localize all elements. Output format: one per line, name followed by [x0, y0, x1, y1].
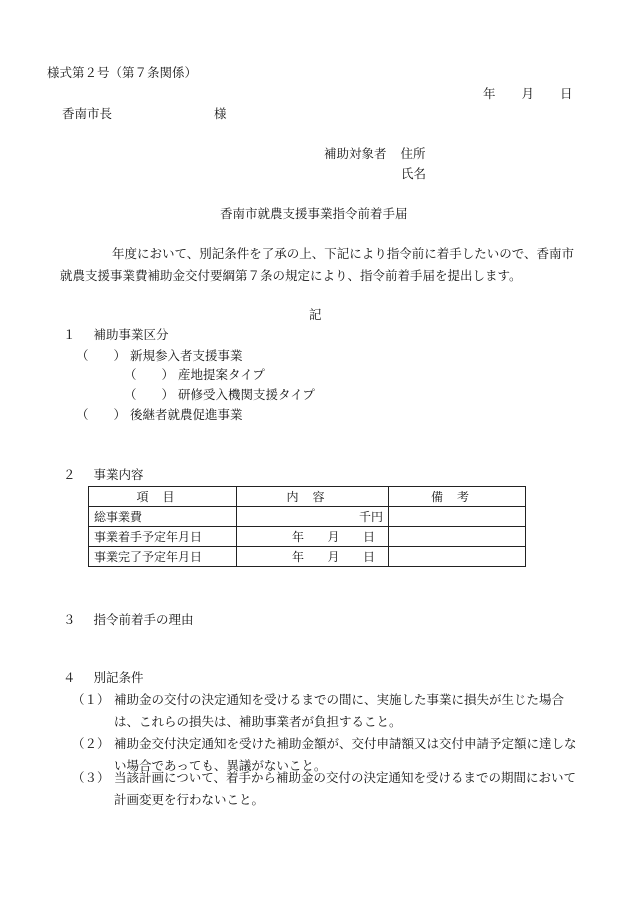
unit-label: 千円	[358, 509, 383, 524]
section1-heading	[63, 329, 169, 342]
section3-title: 指令前着手の理由	[93, 612, 194, 627]
section4-title: 別記条件	[93, 670, 144, 685]
day-label: 日	[362, 529, 375, 544]
section2-title: 事業内容	[93, 467, 144, 482]
body-paragraph: 年度において、別記条件を了承の上、下記により指令前に着手したいので、香南市就農支援事業費補助金交付要綱第７条の規定により、指令前着手届を提出します。	[60, 246, 575, 283]
condition-item	[72, 689, 586, 733]
project-table	[88, 486, 526, 567]
recipient-name: 香南市長	[62, 106, 113, 121]
date-day: 日	[560, 86, 573, 101]
option-label: 後継者就農促進事業	[130, 407, 243, 422]
header-content: 内容	[237, 487, 389, 507]
condition-text: 補助金の交付の決定通知を受けるまでの間に、実施した事業に損失が生じた場合は、これらの損失は、補助事業者が負担すること。	[114, 692, 565, 729]
applicant-name: 氏名	[401, 166, 427, 181]
option-checkbox[interactable]: （ ）	[124, 367, 175, 382]
day-label: 日	[362, 549, 375, 564]
header-item: 項目	[89, 487, 237, 507]
table-row	[89, 527, 526, 547]
document-title: 香南市就農支援事業指令前着手届	[220, 206, 408, 221]
option-checkbox[interactable]: （ ）	[124, 387, 175, 402]
section4-number: ４	[63, 670, 76, 685]
section4-heading	[63, 672, 144, 685]
applicant-address: 住所	[400, 146, 426, 161]
header-remarks: 備考	[389, 487, 526, 507]
condition-text: 補助金交付決定通知を受けた補助金額が、交付申請額又は交付申請予定額に達しない場合であっても、異議がないこと。	[114, 736, 577, 773]
year-label: 年	[292, 529, 305, 544]
section2-number: ２	[63, 467, 76, 482]
row-remarks[interactable]	[389, 547, 526, 567]
option-checkbox[interactable]: （ ）	[76, 348, 127, 363]
option-row	[76, 350, 243, 363]
row-item: 総事業費	[89, 507, 237, 527]
condition-number: （１）	[72, 692, 110, 707]
option-label: 産地提案タイプ	[178, 367, 265, 382]
condition-item	[72, 767, 586, 811]
table-header-row	[89, 487, 526, 507]
table-row	[89, 547, 526, 567]
option-row	[76, 409, 243, 422]
date-year: 年	[483, 86, 496, 101]
year-label: 年	[292, 549, 305, 564]
section1-number: １	[63, 327, 76, 342]
row-remarks[interactable]	[389, 507, 526, 527]
row-content[interactable]	[237, 547, 389, 567]
section3-heading	[63, 614, 194, 627]
option-row	[124, 369, 265, 382]
section1-title: 補助事業区分	[93, 327, 169, 342]
form-number: 様式第２号（第７条関係）	[47, 65, 198, 80]
condition-number: （２）	[72, 736, 110, 751]
ki-heading: 記	[309, 307, 322, 322]
condition-text: 当該計画について、着手から補助金の交付の決定通知を受けるまでの期間において計画変更を行わないこと。	[114, 770, 577, 807]
option-label: 研修受入機関支援タイプ	[178, 387, 315, 402]
row-content[interactable]	[237, 527, 389, 547]
applicant-label: 補助対象者	[324, 146, 387, 161]
section2-heading	[63, 469, 144, 482]
option-checkbox[interactable]: （ ）	[76, 407, 127, 422]
section3-number: ３	[63, 612, 76, 627]
month-label: 月	[327, 549, 340, 564]
applicant-address-line	[324, 148, 426, 161]
row-remarks[interactable]	[389, 527, 526, 547]
month-label: 月	[327, 529, 340, 544]
table-row	[89, 507, 526, 527]
recipient-honorific: 様	[214, 106, 227, 121]
row-content[interactable]	[237, 507, 389, 527]
option-row	[124, 389, 315, 402]
condition-number: （３）	[72, 770, 110, 785]
row-item: 事業着手予定年月日	[89, 527, 237, 547]
option-label: 新規参入者支援事業	[130, 348, 243, 363]
recipient-line	[62, 108, 227, 121]
row-item: 事業完了予定年月日	[89, 547, 237, 567]
date-line	[483, 88, 573, 101]
date-month: 月	[521, 86, 535, 101]
